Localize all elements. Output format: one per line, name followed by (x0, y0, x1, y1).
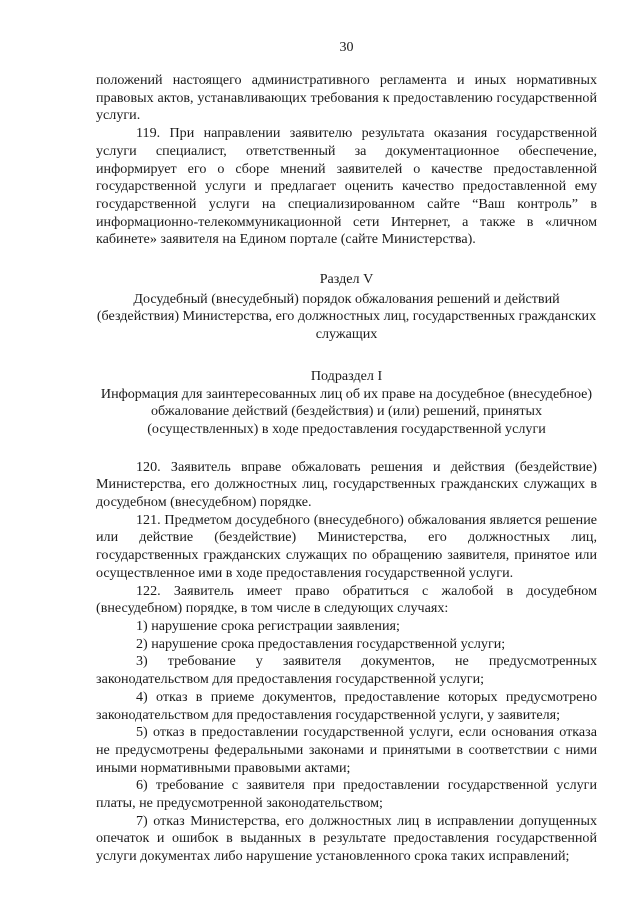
paragraph-121: 121. Предметом досудебного (внесудебного) обжалования является решение или действие (бездействие) Министерства, его должностных лиц, государственных гражданских служащих по обращению заявителя, принятое или осуществленное ими в ходе предоставления государственной услуги. (96, 511, 597, 581)
page-number: 30 (339, 40, 354, 55)
subsection-label: Подраздел I (310, 367, 383, 384)
section-title-text: Досудебный (внесудебный) порядок обжалования решений и действий (бездействия) Министерства, его должностных лиц, государственных гражданских служащих (96, 290, 597, 343)
subsection-heading (96, 368, 597, 439)
section-heading (96, 271, 597, 344)
paragraph-122: 122. Заявитель имеет право обратиться с жалобой в досудебном (внесудебном) порядке, в том числе в следующих случаях: (96, 582, 597, 617)
document-page (96, 40, 597, 866)
section-body (96, 459, 597, 866)
list-item-7: 7) отказ Министерства, его должностных лиц в исправлении допущенных опечаток и ошибок в выданных в результате предоставления государственной услуги документах либо нарушение установленного срока таких исправлений; (96, 812, 597, 865)
list-item-4: 4) отказ в приеме документов, предоставление которых предусмотрено законодательством для предоставления государственной услуги, у заявителя; (96, 688, 597, 723)
section-label: Раздел V (319, 271, 374, 288)
list-item-1: 1) нарушение срока регистрации заявления; (136, 617, 400, 634)
list-item-3: 3) требование у заявителя документов, не предусмотренных законодательством для предоставления государственной услуги; (96, 653, 597, 688)
subsection-title-text: Информация для заинтересованных лиц об их праве на досудебное (внесудебное) обжалование действий (бездействия) и (или) решений, принятых (осуществленных) в ходе предоставления государственной услуги (100, 385, 593, 437)
list-item-5: 5) отказ в предоставлении государственной услуги, если основания отказа не предусмотрены федеральными законами и принятыми в соответствии с ними иными нормативными правовыми актами; (96, 724, 597, 776)
paragraph-continuation: положений настоящего административного регламента и иных нормативных правовых актов, устанавливающих требования к предоставлению государственной услуги. (96, 72, 597, 124)
list-item-2: 2) нарушение срока предоставления государственной услуги; (136, 635, 506, 652)
paragraph-119: 119. При направлении заявителю результата оказания государственной услуги специалист, ответственный за документационное обеспечение, информирует его о сборе мнений заявителей о качестве предоставленной государственной услуги и предлагает оценить качество предоставленной ему государственной услуги на специализированном сайте “Ваш контроль” в информационно-телекоммуникационной сети Интернет, а также в «личном кабинете» заявителя на Едином портале (сайте Министерства). (96, 125, 597, 248)
paragraph-120: 120. Заявитель вправе обжаловать решения и действия (бездействие) Министерства, его должностных лиц, государственных гражданских служащих в досудебном (внесудебном) порядке. (96, 458, 597, 511)
list-item-6: 6) требование с заявителя при предоставлении государственной услуги платы, не предусмотренной законодательством; (96, 777, 597, 812)
